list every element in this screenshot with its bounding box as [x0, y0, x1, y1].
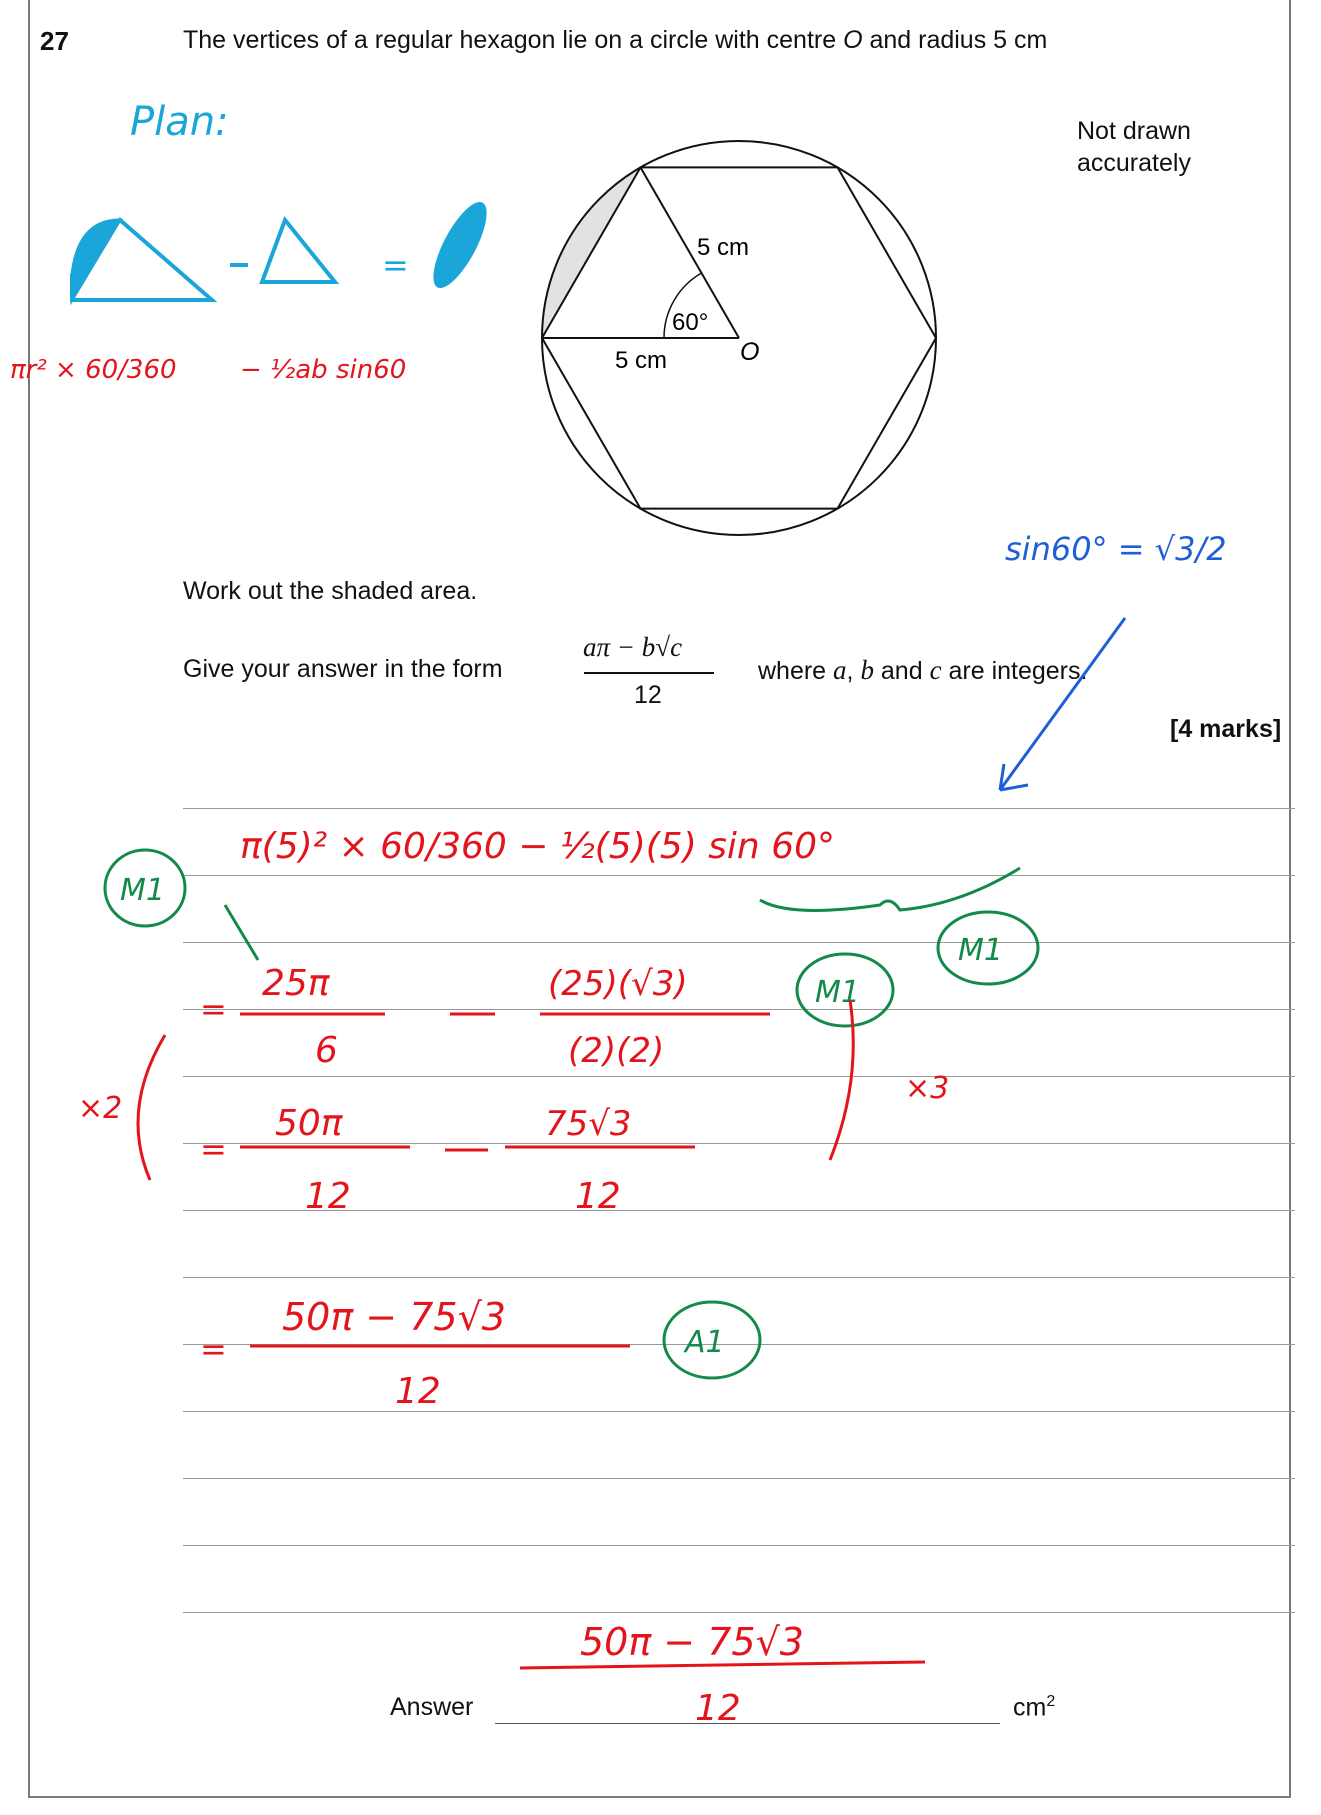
line2-left-den: 6 — [315, 1030, 338, 1071]
label-5cm-top: 5 cm — [697, 234, 750, 261]
segment-sketch — [423, 195, 496, 295]
where-text: where a, b and c are integers. — [758, 655, 1088, 685]
line2-right-den: (2)(2) — [568, 1031, 665, 1071]
equals-3: = — [200, 1130, 227, 1168]
line4-num: 50π − 75√3 — [282, 1295, 506, 1339]
sin60-note: sin60° = √3/2 — [1005, 530, 1227, 568]
line3-right-den: 12 — [575, 1176, 621, 1217]
green-arrow — [225, 905, 258, 960]
equals-2: = — [200, 990, 227, 1028]
times3-label: ×3 — [905, 1071, 950, 1106]
a1-mark: A1 — [685, 1325, 725, 1360]
sector-shaded-sketch — [72, 220, 120, 300]
triangle-sketch — [262, 220, 335, 282]
label-angle: 60° — [672, 309, 709, 336]
m1-mark-2: M1 — [958, 933, 1003, 968]
answer-numerator: 50π − 75√3 — [580, 1620, 804, 1664]
line2-left-num: 25π — [262, 963, 330, 1004]
working-line-1: π(5)² × 60/360 − ½(5)(5) sin 60° — [240, 826, 836, 867]
times2-arrow — [138, 1035, 165, 1180]
m1-mark-3: M1 — [815, 975, 860, 1010]
triangle-formula: − ½ab sin60 — [240, 355, 407, 385]
form-denominator: 12 — [634, 681, 662, 709]
sector-formula: πr² × 60/360 — [10, 355, 177, 385]
line2-right-num: (25)(√3) — [548, 964, 688, 1004]
answer-unit: $cm^2$ — [1013, 1693, 1056, 1722]
m1-mark-1: M1 — [120, 873, 165, 908]
equals-sketch: = — [382, 246, 409, 284]
label-o: O — [740, 338, 760, 366]
marks-label: [4 marks] — [1170, 715, 1282, 743]
work-out-text: Work out the shaded area. — [183, 577, 478, 605]
answer-denominator: 12 — [695, 1688, 741, 1729]
plan-label: Plan: — [130, 99, 229, 145]
line3-left-num: 50π — [275, 1103, 343, 1144]
answer-label: Answer — [390, 1693, 474, 1721]
line4-den: 12 — [395, 1371, 441, 1412]
brace-m1 — [760, 868, 1020, 910]
label-5cm-bottom: 5 cm — [615, 347, 668, 374]
form-numerator: aπ − b√c — [583, 632, 683, 662]
give-answer-text: Give your answer in the form — [183, 655, 503, 683]
not-drawn-note: Not drawn accurately — [1077, 117, 1191, 177]
question-text: The vertices of a regular hexagon lie on a circle with centre O and radius 5 cm — [183, 26, 1048, 54]
line3-right-num: 75√3 — [545, 1104, 632, 1144]
times2-label: ×2 — [78, 1091, 123, 1126]
equals-4: = — [200, 1330, 227, 1368]
line3-left-den: 12 — [305, 1176, 351, 1217]
sin60-arrow — [1000, 618, 1125, 790]
question-number: 27 — [40, 26, 69, 56]
